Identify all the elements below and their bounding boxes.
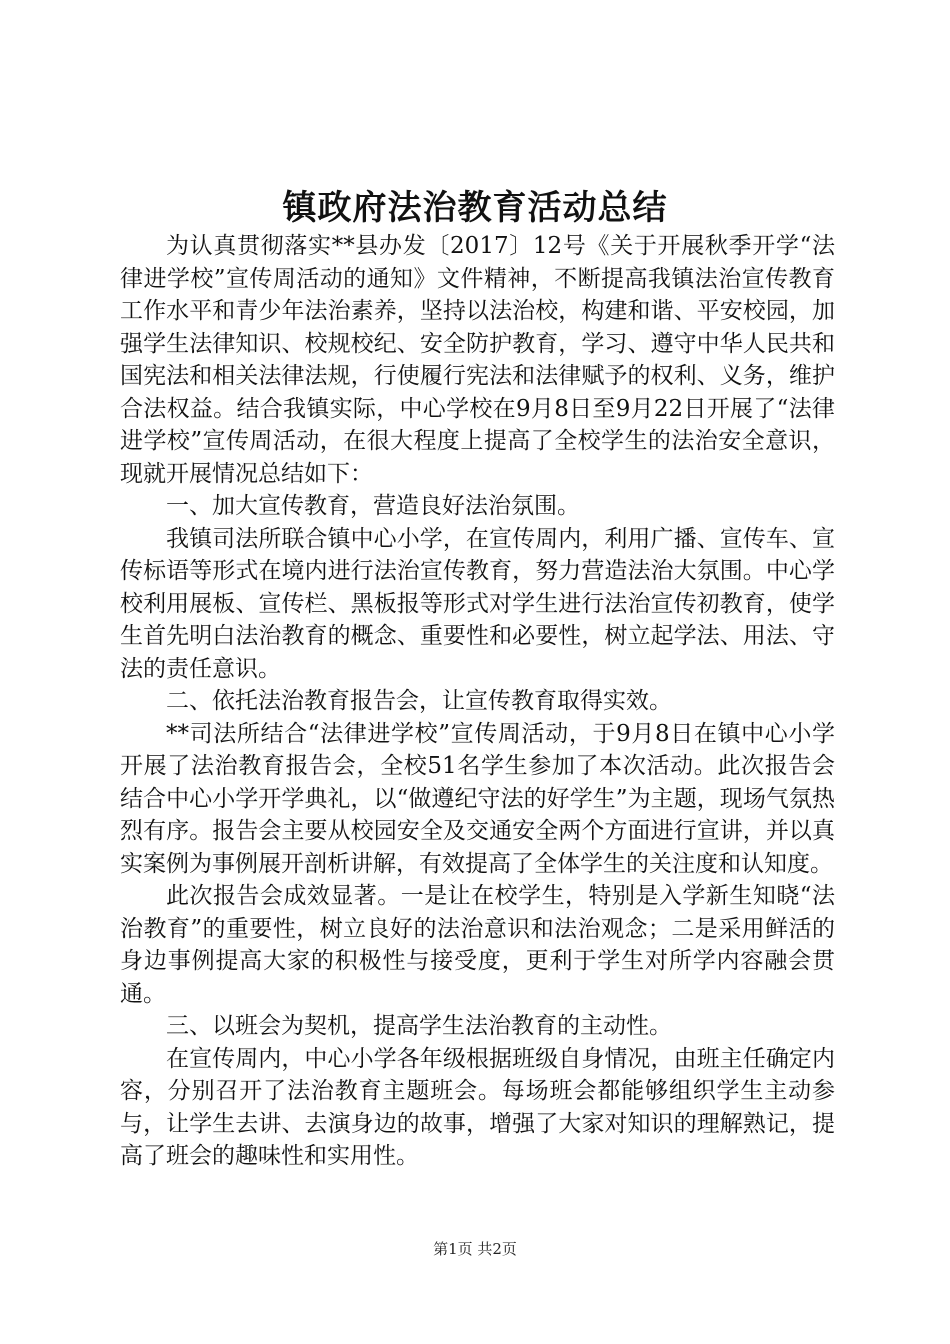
section-heading-2: 二、依托法治教育报告会，让宣传教育取得实效。 [166,688,672,714]
paragraph-section-1: 我镇司法所联合镇中心小学，在宣传周内，利用广播、宣传车、宣传标语等形式在境内进行法治宣传教育，努力营造法治大氛围。中心学校利用展板、宣传栏、黑板报等形式对学生进行法治宣传初教育，使学生首先明白法治教育的概念、重要性和必要性，树立起学法、用法、守法的责任意识。 [120,525,835,682]
paragraph-section-2a: **司法所结合“法律进学校”宣传周活动，于9月8日在镇中心小学开展了法治教育报告会，全校51名学生参加了本次活动。此次报告会结合中心小学开学典礼，以“做遵纪守法的好学生”为主题，现场气氛热烈有序。报告会主要从校园安全及交通安全两个方面进行宣讲，并以真实案例为事例展开剖析讲解，有效提高了全体学生的关注度和认知度。 [120,720,835,877]
paragraph-intro: 为认真贯彻落实**县办发〔2017〕12号《关于开展秋季开学“法律进学校”宣传周活动的通知》文件精神，不断提高我镇法治宣传教育工作水平和青少年法治素养，坚持以法治校，构建和谐、平安校园，加强学生法律知识、校规校纪、安全防护教育，学习、遵守中华人民共和国宪法和相关法律法规，行使履行宪法和法律赋予的权利、义务，维护合法权益。结合我镇实际，中心学校在9月8日至9月22日开展了“法律进学校”宣传周活动，在很大程度上提高了全校学生的法治安全意识，现就开展情况总结如下： [120,233,835,487]
section-heading-3: 三、以班会为契机，提高学生法治教育的主动性。 [166,1013,672,1039]
section-heading-1: 一、加大宣传教育，营造良好法治氛围。 [166,493,580,519]
paragraph-section-2b: 此次报告会成效显著。一是让在校学生，特别是入学新生知晓“法治教育”的重要性，树立良好的法治意识和法治观念；二是采用鲜活的身边事例提高大家的积极性与接受度，更利于学生对所学内容融会贯通。 [120,883,835,1007]
document-title: 镇政府法治教育活动总结 [282,188,668,228]
page-footer: 第1页 共2页 [433,1240,517,1258]
paragraph-section-3: 在宣传周内，中心小学各年级根据班级自身情况，由班主任确定内容，分别召开了法治教育主题班会。每场班会都能够组织学生主动参与，让学生去讲、去演身边的故事，增强了大家对知识的理解熟记，提高了班会的趣味性和实用性。 [120,1045,835,1169]
document-body [120,230,835,1173]
